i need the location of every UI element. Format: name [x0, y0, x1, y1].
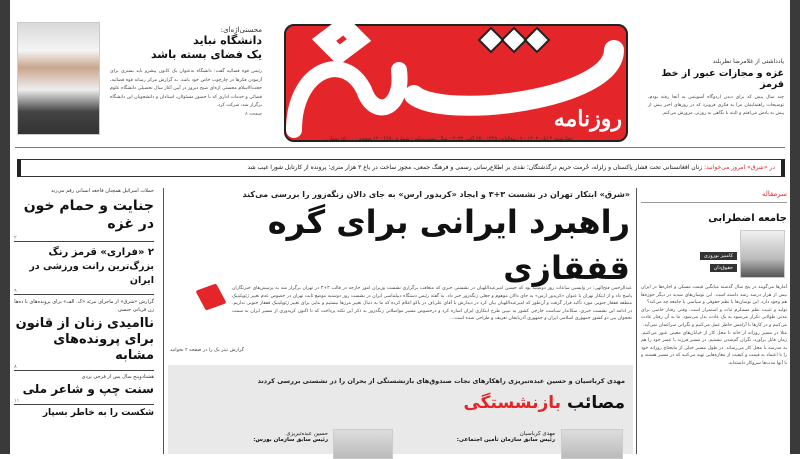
section-label: سرمقاله — [641, 190, 787, 203]
story-kicker: حملات اسرائیل همچنان فاجعه انسانی رقم می‌زند — [51, 188, 154, 194]
story-headline: ناامیدی زنان از قانون برای پرونده‌های مشابه — [15, 316, 154, 363]
editorial-headline: جامعه اضطرابی — [708, 213, 787, 224]
left-story[interactable] — [14, 298, 154, 371]
author-box — [641, 230, 787, 280]
right-scroll-edge — [790, 0, 800, 454]
top-right-story[interactable] — [648, 58, 784, 118]
continue-link[interactable]: گزارش تیتر یک را در صفحه ۲ بخوانید — [170, 348, 245, 353]
story-headline: سنت چپ و شاعر ملی — [22, 382, 154, 396]
main-story[interactable] — [170, 190, 630, 291]
page-ref: صفحه ۸ — [245, 110, 262, 117]
abdeh-tabrizi-photo — [333, 429, 393, 459]
editorial[interactable] — [641, 190, 787, 434]
story-headline: شکست را به خاطر بسپار — [42, 408, 154, 418]
story-body: چند سال پیش که برای دیدن اردوگاه آشویتس به آنجا رفته بودم، توضیحات راهنمایمان مرا به فکری فروبرد که در روزهای اخیر بیش از پیش به یادش می‌افتم و البته با نگاهی به روزتر، مرورش می‌کنم. — [648, 95, 784, 116]
author-role: حقوق‌دان — [710, 264, 737, 272]
left-story[interactable] — [14, 374, 154, 405]
person1: مهدی کرباسیان رئیس سابق سازمان تأمین اجتماعی: — [456, 431, 555, 443]
story-kicker: گزارش «شرق» از ماجرای تبرئه «ک. الف» برای پرونده‌های با ده‌ها زن قربانی جنسی — [14, 299, 154, 313]
story-headline: بزرگ‌ترین رانت ورزشی در ایران — [29, 261, 154, 286]
person2: حسین عبده‌تبریزی رئیس سابق سازمان بورس: — [253, 431, 328, 443]
left-story[interactable] — [14, 408, 154, 418]
left-scroll-edge — [0, 0, 10, 454]
feature-headline: مصائب بازنشستگی — [463, 393, 625, 413]
story-kicker: یادداشتی از غلامرضا نظربلند — [712, 58, 784, 65]
top-left-story[interactable] — [110, 26, 262, 117]
mohseni-ejei-photo — [17, 22, 100, 135]
karbasian-photo — [561, 429, 623, 459]
feature-kicker: مهدی کرباسیان و حسین عبده‌تبریزی راهکارهای نجات صندوق‌های بازنشستگی از بحران را در نشستی بررسی کردند — [257, 377, 625, 385]
story-kicker: هشتادوپنج سال پس از فرخی یزدی — [81, 374, 154, 380]
main-body: عبدالرحمن فتح‌الهی: در واپسین ساعات روز دوشنبه بود که حسین امیرعبداللهیان در نشستی خبری که متعاقب برگزاری نشست وزیران امور خارجه در قالب ۳+۳ در تهران برگزار شد به پرسش‌های خبرنگاران پاسخ داد و از ابتکار تهران با عنوان «کریدور ارس» به جای دالان موهوم و جعلی زنگه‌زور خبر داد. به گفته رئیس دستگاه دیپلماسی ایران در نشست روز دوشنبه موضع ثابت تهران در خصوص عدم تغییر ژئوپلیتیک منطقه قفقاز جنوبی مورد تأکید قرار گرفت و آن‌طور که امیرعبداللهیان بیان کرد در دیدارش با آقای علی‌اف در باکو اعلام کرده که ما به دنبال تغییر مرزها نیستیم و بنایی برای تغییر ژئوپلیتیک قفقاز جنوبی نداریم. در ادامه این نشست خبری، سکاندار سیاست خارجی کشور به تبیین طرح ابتکاری ایران اشاره کرد و درخصوص مسیر مواصلاتی زنگه‌زور به ذکر این نکته پرداخت که تا اکنون کریدوری از مسیر ایران به سمت نخجوان بین دو کشور جمهوری اسلامی ایران و جمهوری آذربایجان تعریف و طراحی شده است... — [232, 286, 632, 322]
editorial-body: آمارها می‌گویند در پنج سال گذشته میانگین قیمت مسکن و اجاره‌ها در ایران بیش از هزار درصد رشد داشته است. این نوسان‌های شدید در دیگر حوزه‌ها هم وجود دارد. این نوسان‌ها با نظم حقوقی و سیاسی با جامعه چه می‌کند؟ تولید و تثبیت نظم مستلزم ثبات و استمرار است. وقتی رفتار خاصی برای مدتی طولانی تکرار می‌شود به یک عادت بدل می‌شود. ما به آن رفتار عادت می‌کنیم و در کارها با آرامش خاطر عمل می‌کنیم و نگرانی سراغمان نمی‌آید. مثلا در مسیر روزانه از خانه تا محل کار از خیابان‌های معینی عبور می‌کنیم. زمان قابل برآورد، نگران گم‌شدن نیستیم. در مسیر فرزند با عصر خود را هم به مدرسه یا محل کار می‌رساند. در طول مسیر خیلی از مایحتاج روزانه خود را با اعتماد به قیمت و کیفیت از مغازه‌هایی تهیه می‌کنید که در مسیر هستند و با آنها مدت‌ها سروکار داشته‌اید. — [641, 285, 787, 366]
dateline: چهارشنبه ۳ آبان ۱۴۰۲ - ۹ ربیع‌الثانی ۱۴۴۵ - ۲۵ اکتبر ۲۰۲۳ - سال بیست‌ویکم - شماره ۴۶۸۰ - ۱۲ صفحه - ۱۵۰۰۰ تومان — [327, 136, 573, 142]
page-ref: ۸ — [14, 364, 17, 370]
page-ref: ۹ — [14, 288, 17, 294]
story-headline-a: ۲ «فراری» قرمز رنگ — [48, 247, 154, 258]
author-photo — [740, 230, 785, 278]
left-story[interactable] — [14, 246, 154, 295]
main-kicker: «شرق» ابتکار تهران در نشست ۳+۳ و ایجاد «کریدور ارس» به جای دالان زنگه‌زور را بررسی می‌کند — [242, 190, 630, 199]
story-headline: جنایت و حمام خون در غزه — [23, 198, 154, 232]
ticker-label: در «شرق» امروز می‌خوانید: — [704, 164, 775, 171]
page-ref: ۲ — [14, 235, 17, 241]
story-body: رئیس قوه قضائیه گفت: دانشگاه به‌عنوان یک کانون پیشرو باید بستری برای آزمودن فکرها در چارچوب خاص خود باشد. به گزارش مرکز رسانه قوه قضائیه، حجت‌الاسلام محسنی اژه‌ای صبح دیروز در آیین آغاز سال تحصیلی دانشگاه علوم قضائی و خدمات اداری که با حضور مسئولان، استادان و دانشجویان این دانشگاه برگزار شد، شرکت کرد. — [110, 69, 262, 108]
feature-box[interactable] — [168, 364, 633, 454]
ticker-text: زنان افغانستانی تحت فشار پاکستان و زلزله، حُرمت حریم درگذشتگان؛ نقدی بر اطلاع‌رسانی رسمی و فرهنگ جمعی، مجوز ساخت در باغ ۳ هزار متری؛ پرونده از کارتابل شورا غیب شد — [247, 164, 703, 171]
left-story[interactable] — [14, 188, 154, 242]
ticker[interactable] — [17, 159, 785, 177]
page-ref: ۱۱ — [14, 398, 20, 404]
main-headline: راهبرد ایرانی برای گره قفقازی — [267, 203, 630, 287]
shargh-logo — [284, 10, 630, 134]
logo-word: روزنامه — [553, 106, 622, 132]
story-headline: دانشگاه نباید یک فضای بسته باشد — [150, 34, 262, 61]
left-column — [14, 188, 154, 418]
story-kicker: محسنی‌اژه‌ای: — [220, 26, 262, 34]
story-headline: غزه و مجازات عبور از خط قرمز — [661, 68, 784, 90]
author-name: کامبیز نوروزی — [700, 252, 737, 260]
